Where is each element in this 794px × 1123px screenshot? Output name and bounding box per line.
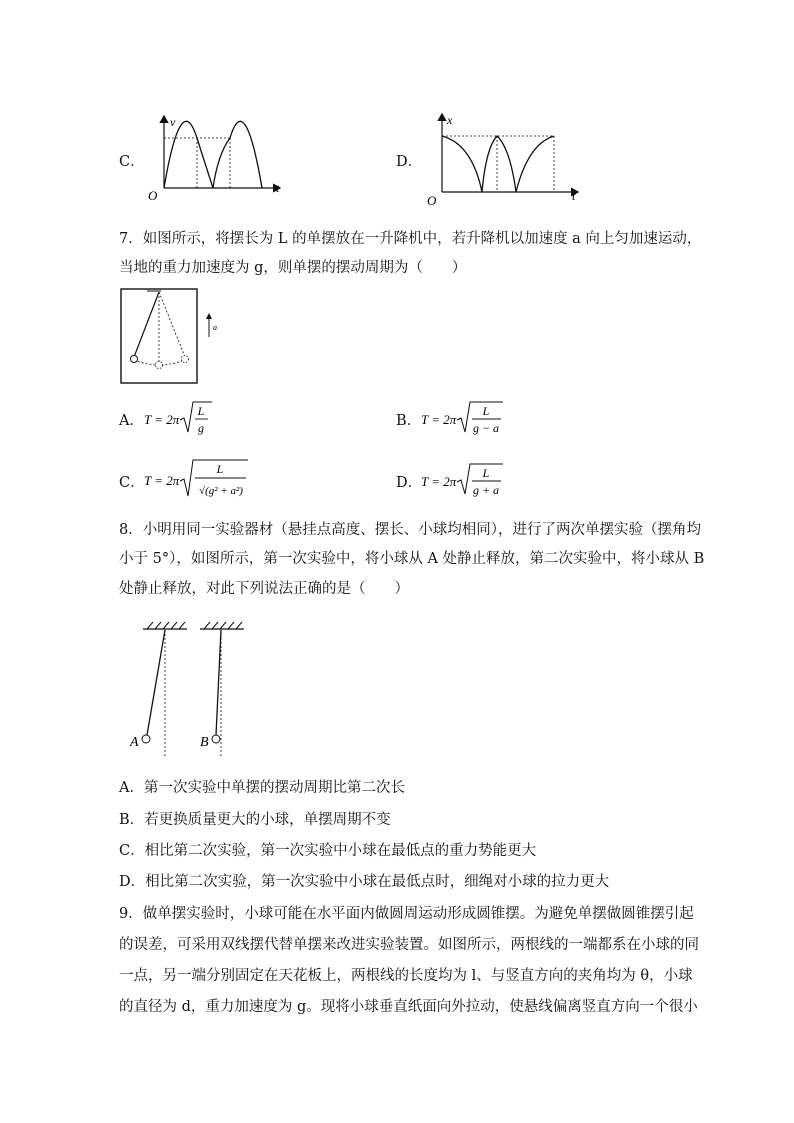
pendulum-ball-bottom [156, 362, 163, 369]
q7-option-c-formula [144, 456, 254, 502]
q8-pendulum-figure [125, 618, 265, 758]
q7-a-lhs: T = 2π [144, 412, 180, 427]
q7-c-lhs: T = 2π [144, 473, 180, 488]
q9-stem-line-2: 的误差，可采用双线摆代替单摆来改进实验装置。如图所示，两根线的一端都系在小球的同 [119, 937, 699, 953]
ball-b [212, 735, 220, 743]
q9-stem-line-1: 9．做单摆实验时，小球可能在水平面内做圆周运动形成圆锥摆。为避免单摆做圆锥摆引起 [119, 906, 694, 922]
ceiling-left-hatch [147, 622, 185, 629]
q7-c-den: √(g² + a²) [199, 485, 243, 497]
q8-option-d[interactable]: D．相比第二次实验，第一次实验中小球在最低点时，细绳对小球的拉力更大 [119, 874, 610, 890]
q9-stem-line-3: 一点，另一端分别固定在天花板上，两根线的长度均为 l、与竖直方向的夹角均为 θ，小球 [119, 968, 693, 984]
q6-option-d-label[interactable]: D． [396, 154, 423, 170]
q8-stem-line-3: 处静止释放，对此下列说法正确的是（ ） [119, 581, 409, 597]
q7-b-den: g − a [472, 421, 500, 435]
graph-c-x-label: t [276, 181, 280, 195]
q8-option-a[interactable]: A．第一次实验中单摆的摆动周期比第二次长 [119, 780, 405, 796]
pendulum-string [134, 292, 159, 357]
q7-b-num: L [482, 404, 490, 418]
graph-d-curve [442, 136, 554, 192]
q7-option-a-label: A． [119, 413, 144, 429]
graph-d [420, 108, 585, 208]
graph-c-origin: O [148, 188, 158, 203]
ceiling-right-hatch [204, 622, 242, 629]
q8-option-b[interactable]: B．若更换质量更大的小球，单摆周期不变 [119, 812, 391, 828]
q8-stem-line-1: 8．小明用同一实验器材（悬挂点高度、摆长、小球均相同），进行了两次单摆实验（摆角均 [119, 522, 701, 538]
ball-a [142, 735, 150, 743]
q7-a-den: g [198, 421, 204, 435]
q8-stem-line-2: 小于 5°），如图所示，第一次实验中，将小球从 A 处静止释放，第二次实验中，将小球从 B [119, 551, 705, 567]
graph-c-y-label: v [170, 115, 176, 129]
q6-option-c-label[interactable]: C． [119, 154, 145, 170]
q7-elevator-figure [119, 287, 229, 385]
q7-option-c-label: C． [119, 475, 145, 491]
q8-option-c[interactable]: C．相比第二次实验，第一次实验中小球在最低点的重力势能更大 [119, 843, 537, 859]
q7-option-d-label: D． [396, 475, 423, 491]
pendulum-right-dash [159, 292, 185, 357]
acceleration-arrow-head [206, 313, 212, 319]
q7-option-a-formula [144, 398, 234, 440]
pendulum-ball-right [182, 356, 189, 363]
q7-b-lhs: T = 2π [421, 412, 457, 427]
q7-option-d[interactable] [396, 471, 422, 492]
acceleration-label: a [213, 323, 217, 332]
q7-option-b-formula [421, 398, 521, 440]
graph-d-origin: O [427, 193, 437, 208]
q9-stem-line-4: 的直径为 d，重力加速度为 g。现将小球垂直纸面向外拉动，使悬线偏离竖直方向一个很小 [119, 999, 698, 1015]
q7-a-sqrt [180, 402, 212, 432]
q7-option-c[interactable] [119, 471, 145, 492]
q7-c-num: L [216, 462, 224, 476]
q7-option-b[interactable] [396, 409, 421, 430]
graph-d-x-label: t [572, 189, 576, 203]
label-a: A [130, 735, 139, 750]
q7-option-d-formula [421, 460, 521, 502]
string-b [216, 630, 221, 735]
q7-d-num: L [482, 466, 490, 480]
q7-d-lhs: T = 2π [421, 474, 457, 489]
pendulum-ball-left [131, 356, 138, 363]
q7-a-num: L [197, 404, 205, 418]
q7-d-den: g + a [472, 483, 500, 497]
q7-option-b-label: B． [396, 413, 422, 429]
string-a [147, 630, 165, 735]
q7-option-a[interactable] [119, 409, 144, 430]
graph-d-y-label: x [447, 113, 453, 127]
q7-stem-line-2: 当地的重力加速度为 g，则单摆的摆动周期为（ ） [119, 260, 467, 276]
label-b: B [200, 735, 209, 750]
q7-stem-line-1: 7．如图所示，将摆长为 L 的单摆放在一升降机中，若升降机以加速度 a 向上匀加速运动， [119, 231, 702, 247]
graph-c-curve [164, 121, 262, 188]
graph-c [140, 110, 290, 205]
